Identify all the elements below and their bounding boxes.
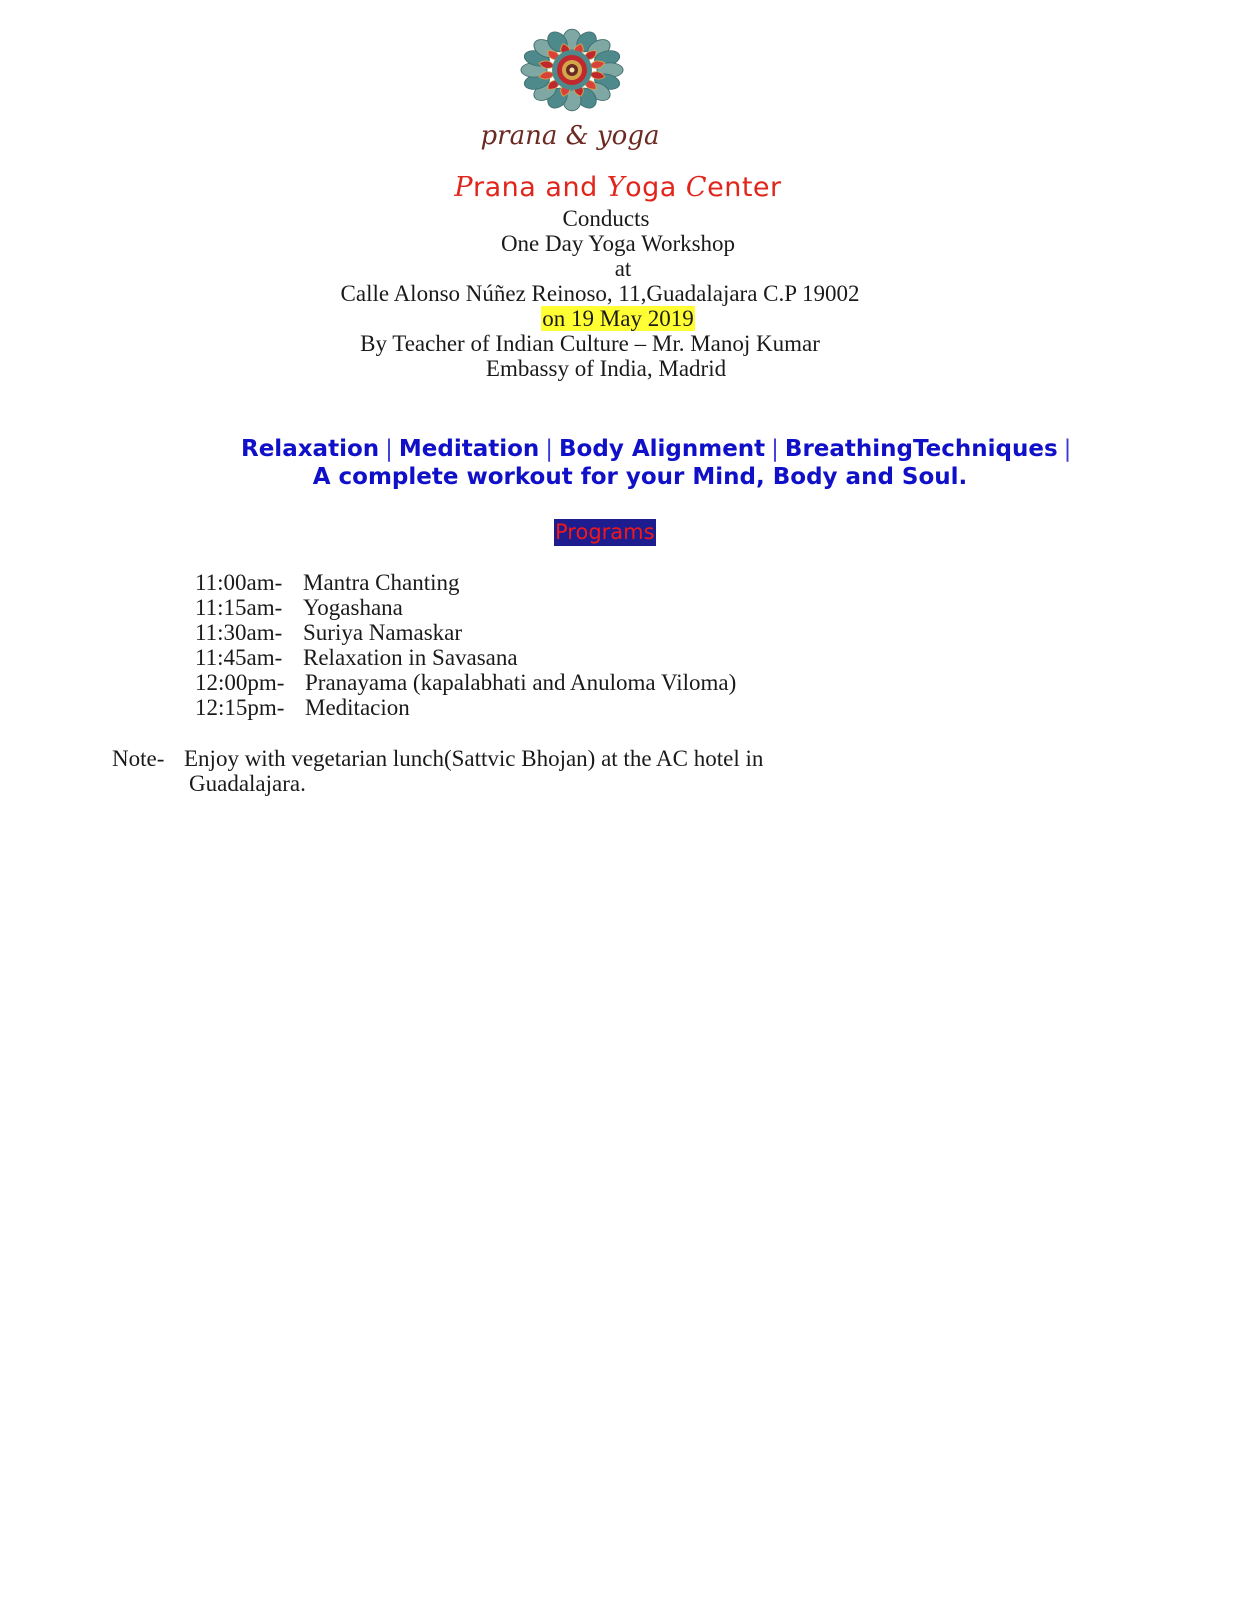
schedule-activity: Yogashana	[303, 595, 403, 620]
event-date-highlight: on 19 May 2019	[542, 306, 694, 331]
conducts-text: Conducts	[562, 206, 650, 231]
note-text-line1: Enjoy with vegetarian lunch(Sattvic Bhojan) at the AC hotel in	[184, 746, 764, 771]
schedule-activity: Pranayama (kapalabhati and Anuloma Viloma)	[305, 670, 737, 695]
mandala-icon	[506, 18, 638, 123]
org-title-initial: P	[454, 172, 474, 203]
schedule-time: 11:45am-	[195, 645, 283, 670]
org-title-part: enter	[707, 172, 782, 203]
pillar-separator: |	[385, 436, 393, 462]
org-title	[0, 172, 1236, 203]
pillar-relaxation: Relaxation	[241, 436, 380, 462]
pillar-breathing: BreathingTechniques	[784, 436, 1058, 462]
pillars-line	[241, 436, 1077, 462]
schedule-activity: Meditacion	[305, 695, 410, 720]
embassy-line: Embassy of India, Madrid	[485, 356, 727, 381]
schedule-time: 11:00am-	[195, 570, 283, 595]
schedule-item	[195, 595, 736, 620]
address: Calle Alonso Núñez Reinoso, 11,Guadalajara C.P 19002	[340, 281, 860, 306]
programs-heading-wrap	[554, 519, 656, 546]
logo-wordmark	[470, 118, 670, 158]
schedule-time: 12:15pm-	[195, 695, 285, 720]
schedule-activity: Mantra Chanting	[303, 570, 460, 595]
programs-heading: Programs	[555, 520, 655, 544]
schedule-time: 11:30am-	[195, 620, 283, 645]
teacher-line: By Teacher of Indian Culture – Mr. Manoj Kumar	[360, 331, 820, 356]
org-title-part: rana and	[473, 172, 607, 203]
at-text: at	[614, 256, 632, 281]
event-name: One Day Yoga Workshop	[500, 231, 736, 256]
note-text-line2: Guadalajara.	[189, 771, 306, 796]
schedule-list	[195, 570, 736, 720]
svg-text:prana & yoga: prana & yoga	[480, 121, 660, 151]
event-date	[0, 306, 1236, 331]
pillar-separator: |	[1063, 436, 1072, 462]
schedule-activity: Relaxation in Savasana	[303, 645, 518, 670]
tagline: A complete workout for your Mind, Body and Soul.	[312, 464, 968, 490]
schedule-item	[195, 645, 736, 670]
schedule-time: 12:00pm-	[195, 670, 285, 695]
schedule-item	[195, 695, 736, 720]
org-title-initial: Y	[606, 172, 626, 203]
schedule-item	[195, 570, 736, 595]
pillar-body-alignment: Body Alignment	[559, 436, 766, 462]
schedule-item	[195, 620, 736, 645]
org-title-initial: C	[685, 172, 708, 203]
schedule-activity: Suriya Namaskar	[303, 620, 463, 645]
note	[112, 746, 763, 796]
pillar-separator: |	[771, 436, 779, 462]
schedule-time: 11:15am-	[195, 595, 283, 620]
org-title-part: oga	[625, 172, 686, 203]
pillar-separator: |	[545, 436, 554, 462]
note-label: Note-	[112, 746, 165, 771]
schedule-item	[195, 670, 736, 695]
pillar-meditation: Meditation	[398, 436, 540, 462]
